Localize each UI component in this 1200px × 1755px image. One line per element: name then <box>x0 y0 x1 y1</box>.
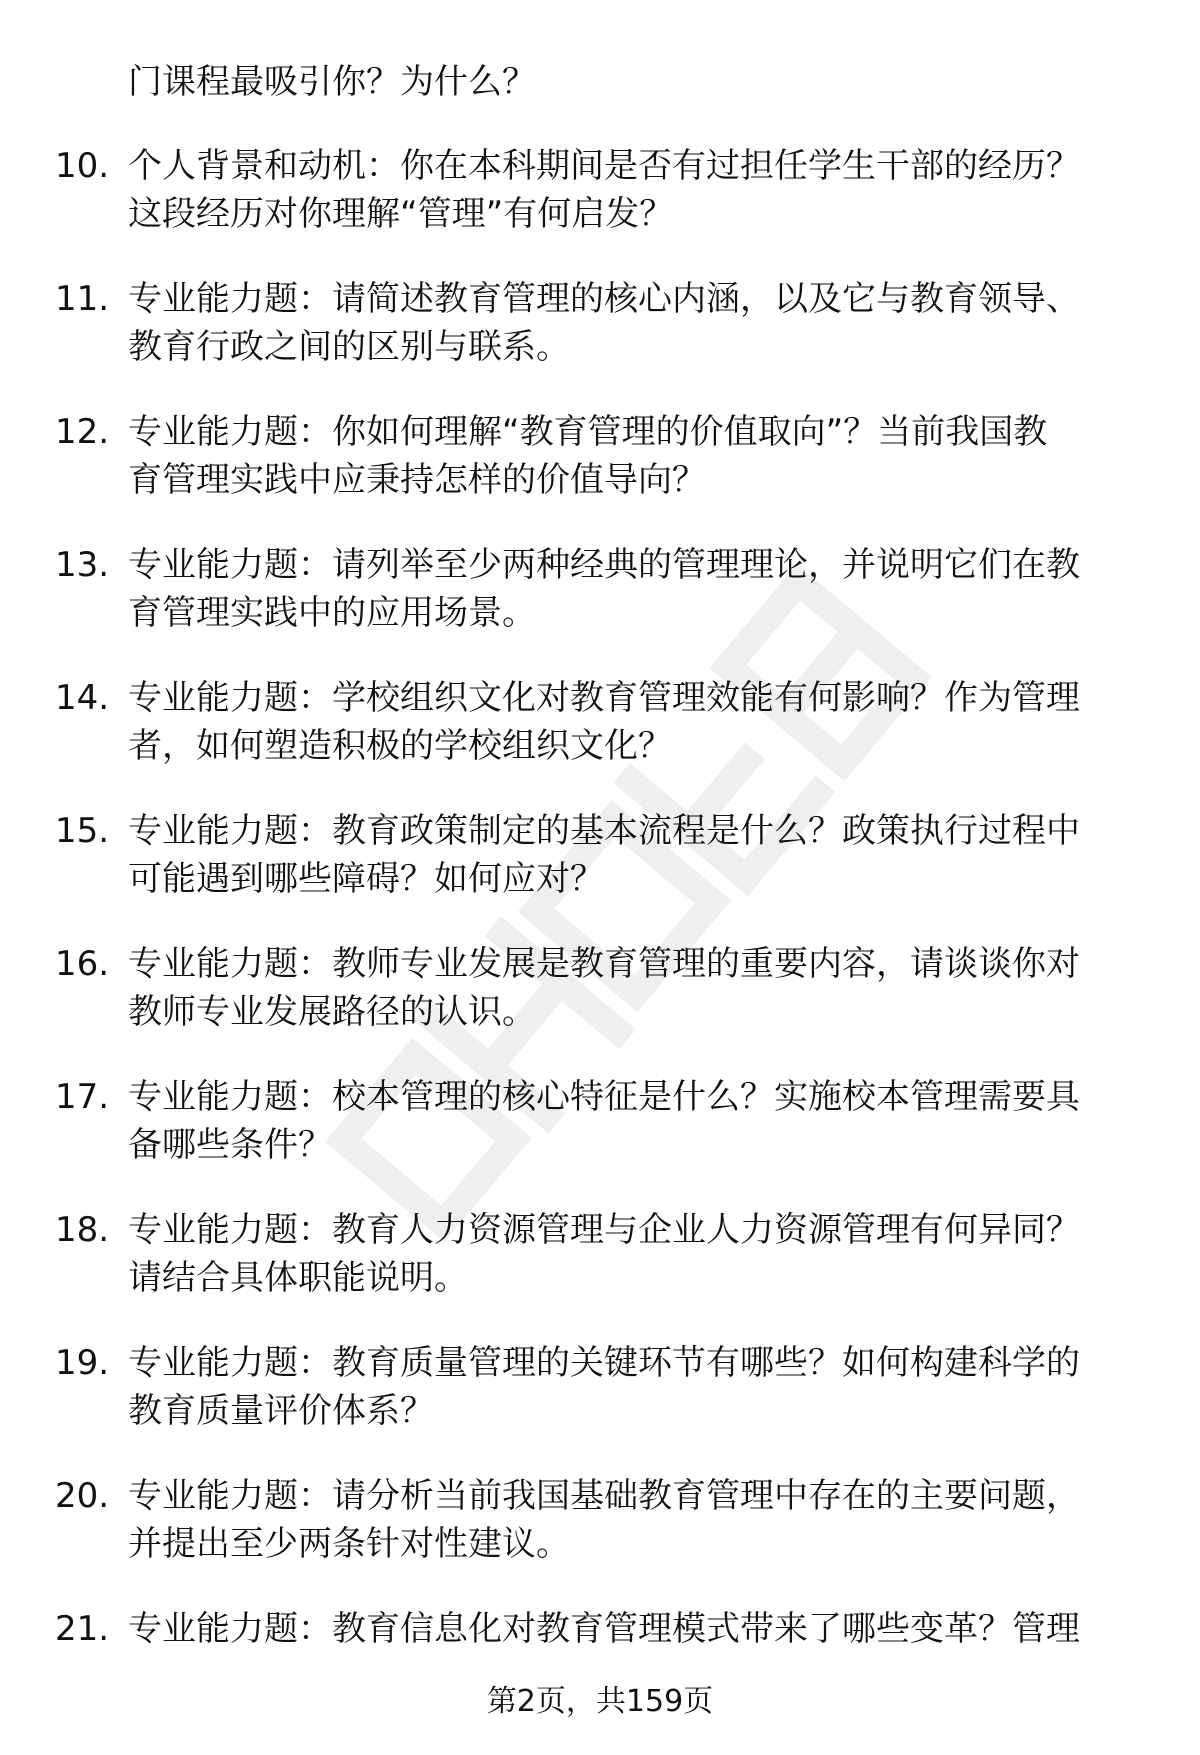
question-number: 12. <box>55 412 110 452</box>
question-line: 专业能力题：请分析当前我国基础教育管理中存在的主要问题， <box>128 1476 1080 1516</box>
question-line: 专业能力题：教育质量管理的关键环节有哪些？如何构建科学的 <box>128 1343 1080 1383</box>
question-item <box>0 674 1200 807</box>
question-text <box>128 940 1138 1036</box>
question-line: 专业能力题：请简述教育管理的核心内涵，以及它与教育领导、 <box>128 279 1080 319</box>
question-line: 教育行政之间的区别与联系。 <box>128 327 570 367</box>
question-text <box>128 1073 1138 1169</box>
question-number: 13. <box>55 545 110 585</box>
page-footer: 第2页，共159页 <box>486 1684 714 1719</box>
question-line: 个人背景和动机：你在本科期间是否有过担任学生干部的经历？ <box>128 146 1080 186</box>
question-line: 教师专业发展路径的认识。 <box>128 992 536 1032</box>
question-text <box>128 541 1138 637</box>
question-number: 16. <box>55 944 110 984</box>
question-item <box>0 275 1200 408</box>
question-item <box>0 807 1200 940</box>
question-line: 这段经历对你理解“管理”有何启发？ <box>128 194 674 234</box>
continuation-line: 门课程最吸引你？为什么？ <box>128 62 536 102</box>
question-line: 专业能力题：教育人力资源管理与企业人力资源管理有何异同？ <box>128 1210 1080 1250</box>
question-text <box>128 674 1138 770</box>
question-text <box>128 1339 1138 1435</box>
question-line: 并提出至少两条针对性建议。 <box>128 1524 570 1564</box>
question-item <box>0 1206 1200 1339</box>
question-line: 可能遇到哪些障碍？如何应对？ <box>128 859 604 899</box>
question-item <box>0 1339 1200 1472</box>
question-item <box>0 1472 1200 1605</box>
question-list <box>0 142 1200 1738</box>
question-text <box>128 142 1138 238</box>
question-line: 者，如何塑造积极的学校组织文化？ <box>128 726 672 766</box>
question-number: 14. <box>55 678 110 718</box>
question-text <box>128 1605 1138 1653</box>
question-number: 19. <box>55 1343 110 1383</box>
question-line: 育管理实践中的应用场景。 <box>128 593 536 633</box>
question-line: 专业能力题：教师专业发展是教育管理的重要内容，请谈谈你对 <box>128 944 1080 984</box>
question-line: 专业能力题：学校组织文化对教育管理效能有何影响？作为管理 <box>128 678 1080 718</box>
question-line: 请结合具体职能说明。 <box>128 1258 468 1298</box>
question-text <box>128 1472 1138 1568</box>
question-line: 备哪些条件？ <box>128 1125 332 1165</box>
question-number: 17. <box>55 1077 110 1117</box>
question-line: 育管理实践中应秉持怎样的价值导向？ <box>128 460 706 500</box>
question-item <box>0 1073 1200 1206</box>
question-item <box>0 408 1200 541</box>
question-item <box>0 142 1200 275</box>
question-line: 专业能力题：教育政策制定的基本流程是什么？政策执行过程中 <box>128 811 1080 851</box>
question-text <box>128 807 1138 903</box>
question-text <box>128 408 1138 504</box>
question-line: 专业能力题：校本管理的核心特征是什么？实施校本管理需要具 <box>128 1077 1080 1117</box>
question-number: 15. <box>55 811 110 851</box>
question-item <box>0 940 1200 1073</box>
question-number: 18. <box>55 1210 110 1250</box>
question-line: 专业能力题：请列举至少两种经典的管理理论，并说明它们在教 <box>128 545 1080 585</box>
question-number: 20. <box>55 1476 110 1516</box>
question-text <box>128 1206 1138 1302</box>
question-text <box>128 275 1138 371</box>
question-number: 10. <box>55 146 110 186</box>
question-line: 专业能力题：你如何理解“教育管理的价值取向”？当前我国教 <box>128 412 1048 452</box>
question-number: 11. <box>55 279 110 319</box>
question-item <box>0 541 1200 674</box>
question-number: 21. <box>55 1609 110 1649</box>
question-line: 专业能力题：教育信息化对教育管理模式带来了哪些变革？管理 <box>128 1609 1080 1649</box>
question-line: 教育质量评价体系？ <box>128 1391 434 1431</box>
